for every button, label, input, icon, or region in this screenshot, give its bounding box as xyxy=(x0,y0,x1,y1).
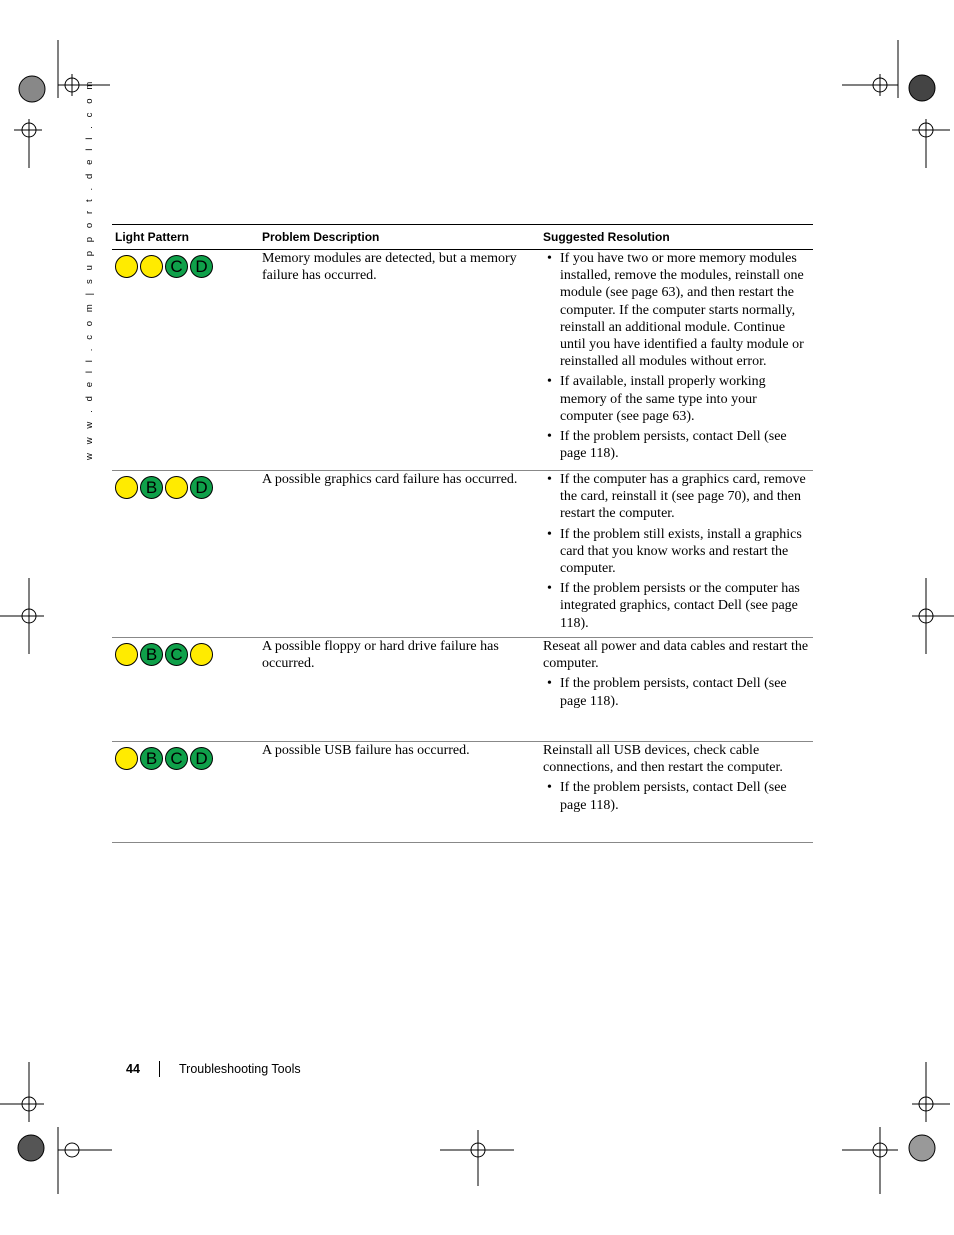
resolution-list xyxy=(543,471,810,632)
diagnostic-light-3-green: C xyxy=(165,643,188,666)
problem-description: A possible floppy or hard drive failure has occurred. xyxy=(259,638,540,742)
table-header-row xyxy=(112,225,813,250)
header-suggested-resolution: Suggested Resolution xyxy=(540,225,813,250)
light-pattern-cell xyxy=(112,471,259,638)
header-problem-description: Problem Description xyxy=(259,225,540,250)
resolution-step: • If the problem persists, contact Dell (see page 118). xyxy=(543,675,810,709)
table-row xyxy=(112,742,813,843)
light-pattern-cell xyxy=(112,742,259,843)
diagnostic-light-2-green: B xyxy=(140,747,163,770)
problem-description: Memory modules are detected, but a memory failure has occurred. xyxy=(259,250,540,471)
diagnostic-light-2-green: B xyxy=(140,476,163,499)
suggested-resolution xyxy=(540,742,813,843)
diagnostic-light-3-green: C xyxy=(165,255,188,278)
diagnostic-light-1-yellow xyxy=(115,643,138,666)
resolution-step: • If the problem persists, contact Dell (see page 118). xyxy=(543,779,810,813)
diagnostic-light-2-yellow xyxy=(140,255,163,278)
crop-mark-bottom-right xyxy=(840,1062,950,1197)
diagnostic-light-3-yellow xyxy=(165,476,188,499)
crop-mark-middle-left xyxy=(0,578,50,658)
diagnostic-light-2-green: B xyxy=(140,643,163,666)
problem-description: A possible graphics card failure has occurred. xyxy=(259,471,540,638)
diagnostic-light-4-green: D xyxy=(190,255,213,278)
header-light-pattern: Light Pattern xyxy=(112,225,259,250)
crop-mark-bottom-left xyxy=(0,1062,115,1197)
resolution-step: • If the problem persists, contact Dell (see page 118). xyxy=(543,428,810,462)
suggested-resolution xyxy=(540,250,813,471)
resolution-list xyxy=(543,779,810,813)
diagnostic-lights xyxy=(115,638,256,666)
light-pattern-cell xyxy=(112,638,259,742)
light-pattern-cell xyxy=(112,250,259,471)
diagnostic-light-4-yellow xyxy=(190,643,213,666)
page-number: 44 xyxy=(126,1062,140,1076)
crop-mark-middle-right xyxy=(904,578,954,658)
diagnostic-lights xyxy=(115,742,256,770)
crop-mark-top-left xyxy=(14,40,114,170)
side-url: w w w . d e l l . c o m | s u p p o r t . d e l l . c o m xyxy=(84,78,95,460)
diagnostic-lights xyxy=(115,250,256,278)
resolution-step: • If the computer has a graphics card, remove the card, reinstall it (see page 70), and then restart the computer. xyxy=(543,471,810,523)
resolution-lead: Reseat all power and data cables and restart the computer. xyxy=(543,639,809,672)
suggested-resolution xyxy=(540,638,813,742)
light-pattern-table xyxy=(112,224,813,843)
resolution-step: • If the problem persists or the computer has integrated graphics, contact Dell (see page 118). xyxy=(543,580,810,632)
crop-mark-top-right xyxy=(840,40,950,170)
resolution-list xyxy=(543,675,810,709)
table-row xyxy=(112,638,813,742)
resolution-lead: Reinstall all USB devices, check cable connections, and then restart the computer. xyxy=(543,743,783,776)
diagnostic-light-1-yellow xyxy=(115,747,138,770)
footer-section-title: Troubleshooting Tools xyxy=(179,1062,301,1076)
resolution-step: • If you have two or more memory modules installed, remove the modules, reinstall one module (see page 63), and then restart the computer. If the computer starts normally, reinstall an additional module. Continue until you have identified a faulty module or reinstalled all modules without error. xyxy=(543,250,810,370)
resolution-list xyxy=(543,250,810,462)
diagnostic-light-4-green: D xyxy=(190,476,213,499)
diagnostic-light-4-green: D xyxy=(190,747,213,770)
suggested-resolution xyxy=(540,471,813,638)
problem-description: A possible USB failure has occurred. xyxy=(259,742,540,843)
diagnostic-light-3-green: C xyxy=(165,747,188,770)
table-row xyxy=(112,471,813,638)
footer-divider xyxy=(159,1061,160,1077)
resolution-step: • If available, install properly working memory of the same type into your computer (see page 63). xyxy=(543,373,810,425)
diagnostic-light-1-yellow xyxy=(115,476,138,499)
resolution-step: • If the problem still exists, install a graphics card that you know works and restart the computer. xyxy=(543,526,810,578)
diagnostic-lights xyxy=(115,471,256,499)
table-row xyxy=(112,250,813,471)
diagnostic-light-1-yellow xyxy=(115,255,138,278)
crop-mark-bottom-center xyxy=(440,1130,516,1190)
